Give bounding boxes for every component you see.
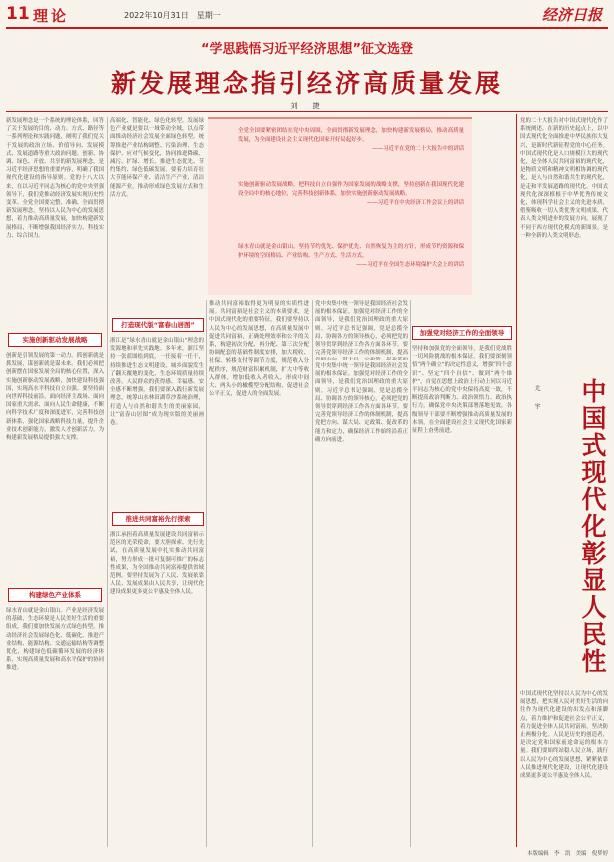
quote-text: 绿水青山就是金山银山。坚持节约优先、保护优先、自然恢复为主的方针，形成节约资源和保护环境的空间格局、产业结构、生产方式、生活方式。 — [238, 244, 464, 259]
paragraph: 推动共同富裕取得更为明显的实质性进展。共同富裕是社会主义的本质要求，是中国式现代化的重要特征。我们要坚持以人民为中心的发展思想，在高质量发展中促进共同富裕，正确处理效率和公平的关系，构建初次分配、再分配、第三次分配协调配套的基础性制度安排，加大税收、社保、转移支付等调节力度，规范收入分配秩序，规范财富积累机制，扩大中等收入群体，增加低收入者收入，形成中间大、两头小的橄榄型分配结构，促进社会公平正义，促进人的全面发展。 — [209, 301, 309, 398]
article-column-3 — [209, 300, 309, 847]
side-article-body — [520, 690, 608, 845]
quote-2 — [238, 181, 464, 208]
article-author: 刘 捷 — [290, 102, 324, 110]
page-header — [6, 4, 608, 26]
column-divider — [312, 300, 313, 847]
paragraph: 坚持和加强党的全面领导，是我们党战胜一切风险挑战的根本保证。我们要深刻领悟“两个确立”的决定性意义，增强“四个意识”、坚定“四个自信”、做到“两个维护”，自觉在思想上政治上行动上同以习近平同志为核心的党中央保持高度一致，不断提高政治判断力、政治领悟力、政治执行力，确保党中央决策部署落地见效。各级领导干部要不断增强推动高质量发展的本领，在全面建设社会主义现代化国家新征程上奋勇前进。 — [412, 346, 512, 435]
quote-1 — [238, 127, 464, 154]
paragraph: 创新是引领发展的第一动力。抓创新就是抓发展，谋创新就是谋未来。我们必须把创新摆在国家发展全局的核心位置，深入实施创新驱动发展战略，加快建设科技强国，实现高水平科技自立自强。要坚持面向世界科技前沿、面向经济主战场、面向国家重大需求、面向人民生命健康，不断向科学技术广度和深度进军，完善科技创新体系，强化国家战略科技力量，提升企业技术创新能力，激发人才创新活力，为构建新发展格局提供强大支撑。 — [6, 353, 104, 442]
subhead-party-leadership: 加强党对经济工作的全面领导 — [412, 326, 512, 340]
subhead-common-prosperity: 推进共同富裕先行探索 — [112, 512, 204, 526]
column-divider — [410, 300, 411, 847]
quote-text: 全党全国要紧密团结在党中央周围，全面贯彻新发展理念，加快构建新发展格局，推动高质量发展，为全面建设社会主义现代化国家开好局起好步。 — [238, 128, 464, 143]
issue-date: 2022年10月31日 星期一 — [124, 11, 221, 20]
article-column-1c — [6, 607, 104, 847]
paragraph: 党的二十大报告对中国式现代化作了系统阐述。在新的历史起点上，以中国式现代化全面推进中华民族伟大复兴，是新时代新征程党的中心任务。中国式现代化是人口规模巨大的现代化，是全体人民共同富裕的现代化，是物质文明和精神文明相协调的现代化，是人与自然和谐共生的现代化，是走和平发展道路的现代化。中国式现代化深深植根于中华优秀传统文化，体现科学社会主义的先进本质，借鉴吸收一切人类优秀文明成果，代表人类文明进步的发展方向，展现了不同于西方现代化模式的新图景，是一种全新的人类文明形态。 — [520, 118, 608, 239]
quote-source: ——习近平在全国生态环境保护大会上的讲话 — [356, 262, 464, 268]
paragraph: 中国式现代化坚持以人民为中心的发展思想，把实现人民对美好生活的向往作为现代化建设的出发点和落脚点，着力维护和促进社会公平正义，着力促进全体人民共同富裕，坚决防止两极分化。人民是历史的创造者，是决定党和国家前途命运的根本力量。我们要始终站稳人民立场，践行以人民为中心的发展思想，紧紧依靠人民推进现代化建设，让现代化建设成果更多更公平惠及全体人民。 — [520, 691, 608, 780]
masthead-logo: 经济日报 — [541, 6, 602, 24]
paragraph: 浙江承担着高质量发展建设共同富裕示范区的光荣使命，要大胆探索、先行先试，在高质量发展中扎实推动共同富裕，努力形成一批可复制可推广的标志性成果，为全国推动共同富裕提供省域范例。要坚持发展为了人民、发展依靠人民、发展成果由人民共享，让现代化建设成果更多更公平惠及全体人民。 — [110, 532, 204, 596]
side-article-author: 尤 宇 — [533, 385, 540, 412]
subhead-fuchun: 打造现代版“富春山居图” — [112, 318, 204, 332]
quote-text: 实施创新驱动发展战略，把科技自立自强作为国家发展的战略支撑，坚持创新在我国现代化建设全局中的核心地位，完善科技创新体系，加快实施创新驱动发展战略。 — [238, 182, 464, 197]
article-column-2c — [110, 337, 204, 507]
headline-rule — [6, 111, 608, 112]
article-column-2d — [110, 531, 204, 847]
paragraph: 党中央集中统一领导是我国经济社会发展的根本保证。加强党对经济工作的全面领导，是我们党治国理政的重大原则。习近平总书记强调，党是总揽全局、协调各方的领导核心，必须把党的领导贯穿到经济工作各方面各环节。要完善党领导经济工作的体制机制，提高 — [315, 301, 408, 357]
article-column-4c — [315, 362, 408, 847]
subhead-innovation: 实施创新驱动发展战略 — [8, 333, 102, 347]
article-headline: 新发展理念指引经济高质量发展 — [110, 69, 503, 98]
header-rule — [6, 27, 608, 29]
side-article-intro — [520, 117, 608, 372]
paragraph: 高端化、智能化、绿色化转型。发展绿色产业就是要以一域带动全域，以点带面推动经济社会发展全面绿色转型。统筹推进产业结构调整、污染治理、生态保护、应对气候变化，协同推进降碳、减污、扩绿、增长，推进生态优先、节约集约、绿色低碳发展。要着力培育壮大节能环保产业、清洁生产产业、清洁能源产业，推动形成绿色发展方式和生活方式。 — [110, 118, 204, 198]
paragraph: 绿水青山就是金山银山。产业是经济发展的基础，生态环境是人民美好生活的重要组成。我们要加快发展方式绿色转型，推动经济社会发展绿色化、低碳化，推进产业结构、能源结构、交通运输结构等调整优化，构建绿色低碳循环发展的经济体系，实现高质量发展和高水平保护的协同推进。 — [6, 608, 104, 672]
side-article-title: 中国式现代化彰显人民性 — [578, 378, 607, 675]
quote-panel — [208, 117, 472, 295]
paragraph: 党中央集中统一领导是我国经济社会发展的根本保证。加强党对经济工作的全面领导，是我们党治国理政的重大原则。习近平总书记强调，党是总揽全局、协调各方的领导核心，必须把党的领导贯穿到经济工作各方面各环节。要完善党领导经济工作的体制机制，提高党把方向、谋大局、定政策、促改革的能力和定力，确保经济工作始终沿着正确方向前进。 — [315, 363, 408, 443]
article-column-4 — [315, 300, 408, 360]
subhead-green-industry: 构建绿色产业体系 — [8, 588, 102, 602]
quote-3 — [238, 243, 464, 270]
article-column-1b — [6, 352, 104, 582]
side-article-title-block — [530, 378, 608, 675]
paragraph: 浙江是“绿水青山就是金山银山”理念的发源地和率先实践地。多年来，浙江坚持一张蓝图绘到底，一任接着一任干，持续推进生态文明建设，城乡面貌发生了翻天覆地的变化，生态环境质量持续改善，人民群众的获得感、幸福感、安全感不断增强。我们要深入践行新发展理念，统筹山水林田湖草沙系统治理，打造人与自然和谐共生的美丽家园，让“富春山居图”成为现实版的美丽画卷。 — [110, 338, 204, 427]
article-column-2 — [110, 117, 204, 297]
column-divider — [206, 300, 207, 847]
paragraph: 新发展理念是一个系统的理论体系，回答了关于发展的目的、动力、方式、路径等一系列理论和实践问题，阐明了我们党关于发展的政治立场、价值导向、发展模式、发展道路等重大政治问题。创新、协调、绿色、开放、共享的新发展理念，是习近平经济思想的重要内容，明确了我国现代化建设的指导原则。党的十八大以来，在以习近平同志为核心的党中央坚强领导下，我们党推动经济发展实现历史性变革。全党全国要完整、准确、全面贯彻新发展理念，坚持以人民为中心的发展思想，着力推动高质量发展，加快构建新发展格局，不断增强我国经济实力、科技实力、综合国力。 — [6, 118, 104, 239]
column-kicker: “学思践悟习近平经济思想”征文选登 — [200, 42, 414, 57]
section-name: 理论 — [33, 7, 70, 25]
column-divider — [107, 117, 108, 847]
article-column-2b — [110, 300, 204, 310]
quote-source: ——习近平在中央经济工作会议上的讲话 — [366, 200, 464, 206]
page-number: 11 — [6, 4, 30, 24]
page-credits: 本版编辑 李 凯 美编 倪梦婷 — [527, 851, 608, 857]
quote-source: ——习近平在党的二十大报告中的讲话 — [372, 146, 464, 152]
article-column-1 — [6, 117, 104, 327]
article-column-4b — [412, 345, 512, 847]
